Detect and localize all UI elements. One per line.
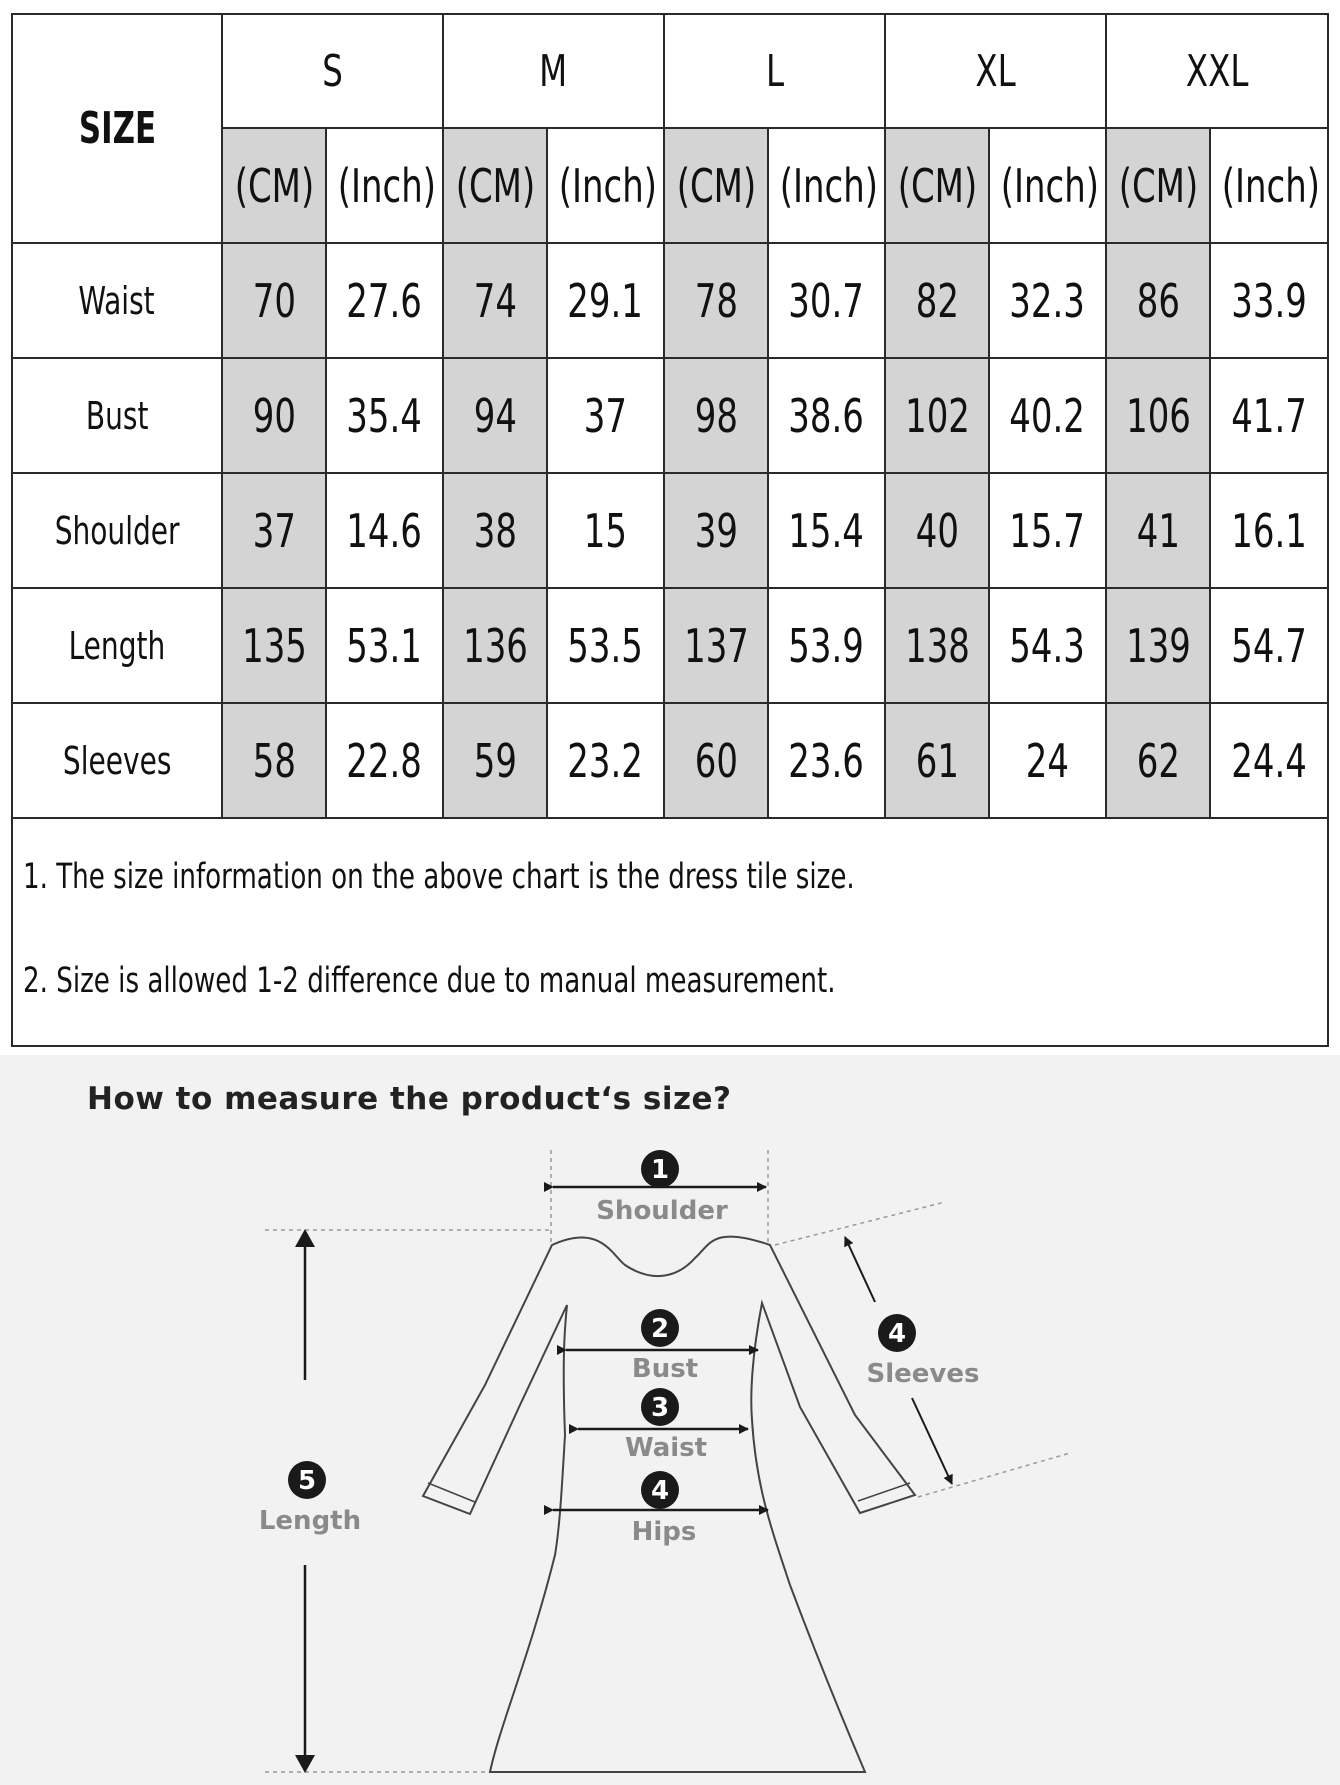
cm-value-cell: 74 <box>443 243 547 358</box>
inch-value-cell: 22.8 <box>326 703 443 818</box>
sleeves-marker-number: 4 <box>887 1319 907 1349</box>
unit-cm-header: (CM) <box>443 128 547 243</box>
inch-value-cell: 53.1 <box>326 588 443 703</box>
table-row <box>12 243 1328 358</box>
inch-value-cell: 41.7 <box>1210 358 1328 473</box>
row-label: Sleeves <box>12 703 222 818</box>
waist-marker-number: 3 <box>650 1393 670 1423</box>
sleeves-arrow-upper <box>845 1237 875 1302</box>
inch-value-cell: 23.2 <box>547 703 664 818</box>
cm-value-cell: 98 <box>664 358 768 473</box>
inch-value-cell: 54.7 <box>1210 588 1328 703</box>
row-label: Bust <box>12 358 222 473</box>
notes-cell <box>12 818 1328 1046</box>
cm-value-cell: 94 <box>443 358 547 473</box>
unit-inch-header: (Inch) <box>326 128 443 243</box>
shoulder-marker-number: 1 <box>650 1155 670 1185</box>
table-row <box>12 358 1328 473</box>
unit-cm-header: (CM) <box>222 128 326 243</box>
unit-cm-header: (CM) <box>885 128 989 243</box>
sleeves-label: Sleeves <box>866 1359 980 1389</box>
bust-label: Bust <box>631 1354 699 1384</box>
bust-marker-number: 2 <box>650 1314 670 1344</box>
inch-value-cell: 14.6 <box>326 473 443 588</box>
size-l-header: L <box>664 14 885 128</box>
inch-value-cell: 15 <box>547 473 664 588</box>
waist-label: Waist <box>624 1433 708 1463</box>
inch-value-cell: 29.1 <box>547 243 664 358</box>
inch-value-cell: 53.5 <box>547 588 664 703</box>
inch-value-cell: 37 <box>547 358 664 473</box>
header-row-sizes <box>12 14 1328 128</box>
inch-value-cell: 15.4 <box>768 473 885 588</box>
size-xxl-header: XXL <box>1106 14 1328 128</box>
cm-value-cell: 41 <box>1106 473 1210 588</box>
size-m-header: M <box>443 14 664 128</box>
length-arrowhead-up <box>295 1229 315 1247</box>
sleeves-arrow-lower <box>912 1398 952 1484</box>
inch-value-cell: 35.4 <box>326 358 443 473</box>
cm-value-cell: 82 <box>885 243 989 358</box>
cm-value-cell: 135 <box>222 588 326 703</box>
size-header-cell <box>12 14 222 243</box>
row-label: Shoulder <box>12 473 222 588</box>
cm-value-cell: 78 <box>664 243 768 358</box>
inch-value-cell: 15.7 <box>989 473 1106 588</box>
unit-cm-header: (CM) <box>664 128 768 243</box>
inch-value-cell: 38.6 <box>768 358 885 473</box>
inch-value-cell: 32.3 <box>989 243 1106 358</box>
inch-value-cell: 24 <box>989 703 1106 818</box>
table-row <box>12 703 1328 818</box>
cm-value-cell: 70 <box>222 243 326 358</box>
left-cuff-line <box>428 1483 475 1502</box>
inch-value-cell: 33.9 <box>1210 243 1328 358</box>
cm-value-cell: 58 <box>222 703 326 818</box>
note-1: 1. The size information on the above chart is the dress tile size. <box>23 857 855 897</box>
note-2: 2. Size is allowed 1-2 difference due to manual measurement. <box>23 961 836 1001</box>
row-label: Length <box>12 588 222 703</box>
cm-value-cell: 139 <box>1106 588 1210 703</box>
cm-value-cell: 106 <box>1106 358 1210 473</box>
size-header-label: SIZE <box>78 103 156 154</box>
unit-inch-header: (Inch) <box>768 128 885 243</box>
cm-value-cell: 86 <box>1106 243 1210 358</box>
length-label: Length <box>258 1506 362 1536</box>
length-arrowhead-down <box>295 1755 315 1773</box>
cm-value-cell: 61 <box>885 703 989 818</box>
unit-inch-header: (Inch) <box>547 128 664 243</box>
hips-label: Hips <box>631 1517 697 1547</box>
table-row <box>12 588 1328 703</box>
cm-value-cell: 39 <box>664 473 768 588</box>
cm-value-cell: 102 <box>885 358 989 473</box>
cm-value-cell: 59 <box>443 703 547 818</box>
inch-value-cell: 54.3 <box>989 588 1106 703</box>
cm-value-cell: 90 <box>222 358 326 473</box>
inch-value-cell: 40.2 <box>989 358 1106 473</box>
notes-row <box>12 818 1328 1046</box>
unit-inch-header: (Inch) <box>989 128 1106 243</box>
inch-value-cell: 23.6 <box>768 703 885 818</box>
inch-value-cell: 53.9 <box>768 588 885 703</box>
shoulder-label: Shoulder <box>596 1196 728 1226</box>
size-table <box>11 13 1329 1047</box>
measure-guide-title: How to measure the product‘s size? <box>87 1081 732 1117</box>
unit-inch-header: (Inch) <box>1210 128 1328 243</box>
table-row <box>12 473 1328 588</box>
dress-diagram <box>0 1055 1340 1785</box>
cm-value-cell: 37 <box>222 473 326 588</box>
sleeve-guide-top <box>775 1202 945 1245</box>
hips-marker-number: 4 <box>650 1476 670 1506</box>
cm-value-cell: 137 <box>664 588 768 703</box>
cm-value-cell: 60 <box>664 703 768 818</box>
row-label: Waist <box>12 243 222 358</box>
cm-value-cell: 38 <box>443 473 547 588</box>
cm-value-cell: 62 <box>1106 703 1210 818</box>
cm-value-cell: 136 <box>443 588 547 703</box>
inch-value-cell: 30.7 <box>768 243 885 358</box>
inch-value-cell: 24.4 <box>1210 703 1328 818</box>
length-marker-number: 5 <box>297 1466 317 1496</box>
cm-value-cell: 138 <box>885 588 989 703</box>
cm-value-cell: 40 <box>885 473 989 588</box>
inch-value-cell: 16.1 <box>1210 473 1328 588</box>
size-s-header: S <box>222 14 443 128</box>
unit-cm-header: (CM) <box>1106 128 1210 243</box>
size-xl-header: XL <box>885 14 1106 128</box>
measure-guide-section <box>0 1055 1340 1785</box>
inch-value-cell: 27.6 <box>326 243 443 358</box>
